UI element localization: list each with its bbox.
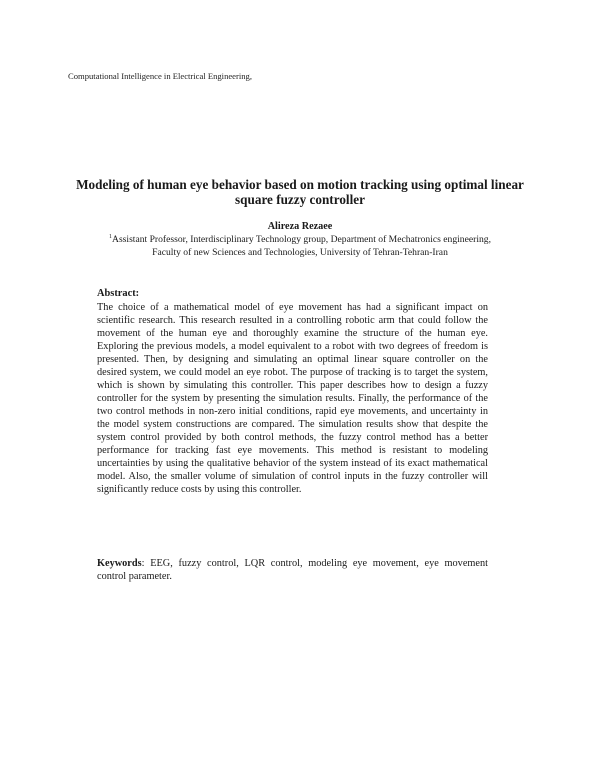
- paper-title: Modeling of human eye behavior based on motion tracking using optimal linear square fuzzy controller: [76, 177, 524, 207]
- affiliation-text: Assistant Professor, Interdisciplinary Technology group, Department of Mechatronics engineering, Faculty of new Sciences and Technologies, University of Tehran-Tehran-Iran: [112, 234, 491, 259]
- keywords-label: Keywords: [97, 558, 142, 569]
- keywords-text: EEG, fuzzy control, LQR control, modeling eye movement, eye movement control parameter.: [97, 558, 488, 583]
- abstract-body: The choice of a mathematical model of eye movement has had a significant impact on scientific research. This research resulted in a controlling robotic arm that could follow the movement of the human eye and thoroughly examine the structure of the human eye. Exploring the previous models, a model equivalent to a robot with two degrees of freedom is presented. Then, by designing and simulating an optimal linear square controller on the desired system, we could model an eye robot. The purpose of tracking is to target the system, which is shown by simulating this controller. This paper describes how to design a fuzzy controller for the system by presenting the simulation results. Finally, the performance of the two control methods in non-zero initial conditions, rapid eye movements, and uncertainty in the model system constructions are compared. The simulation results show that despite the system control provided by both control methods, the fuzzy control method has a better performance for tracking fast eye movements. This method is resistant to modeling uncertainties by using the qualitative behavior of the system instead of its exact mathematical model. Also, the smaller volume of simulation of control inputs in the fuzzy controller will significantly reduce costs by using this controller.: [97, 301, 488, 496]
- abstract-heading: Abstract:: [97, 288, 140, 299]
- keywords-separator: :: [141, 558, 145, 569]
- affiliation-marker: 1: [109, 233, 113, 240]
- journal-header: Computational Intelligence in Electrical Engineering,: [68, 71, 252, 81]
- keywords-section: [97, 557, 488, 583]
- author-name: Alireza Rezaee: [267, 221, 333, 232]
- author-affiliation: [96, 233, 504, 259]
